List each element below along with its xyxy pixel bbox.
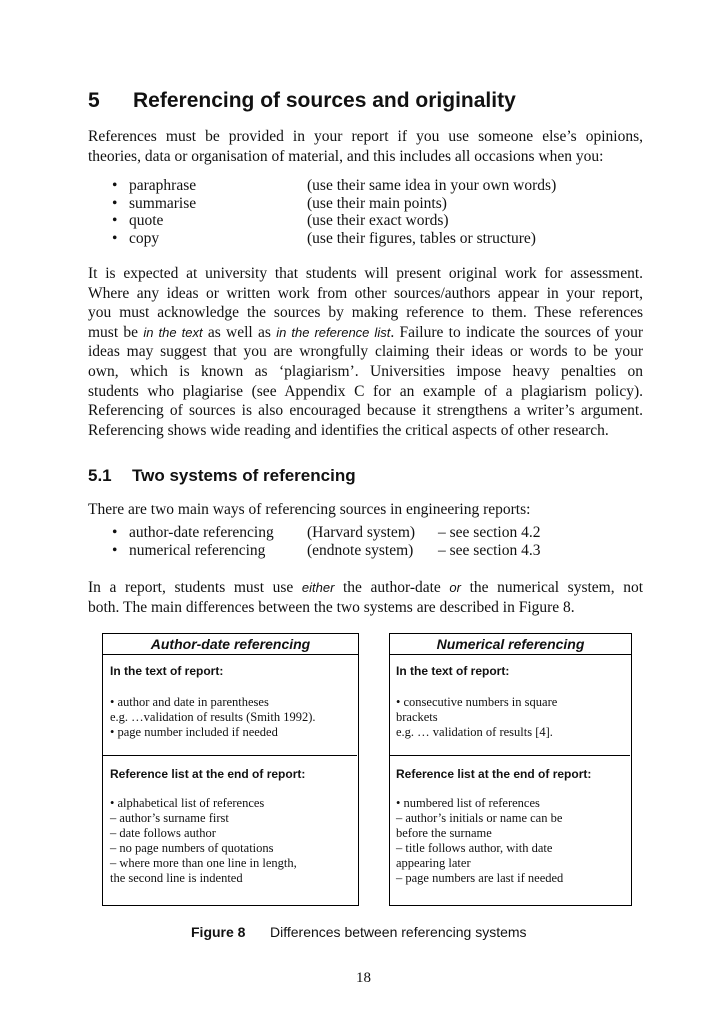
- systems-intro: [88, 500, 643, 520]
- text-run: as well as: [202, 323, 277, 341]
- list-item: [112, 212, 572, 230]
- left-ref-label: Reference list at the end of report:: [110, 767, 306, 781]
- left-ref-item: – author’s surname first: [110, 811, 229, 825]
- system-label: (Harvard system): [307, 524, 416, 541]
- left-ref-item: – where more than one line in length,: [110, 856, 297, 870]
- intro-paragraph: [88, 127, 643, 166]
- text-run: the numerical system, not: [460, 579, 643, 596]
- right-text-item: • consecutive numbers in square: [396, 695, 558, 709]
- page-number: 18: [356, 970, 371, 986]
- system-name: author-date referencing: [129, 524, 274, 541]
- left-ref-item: – date follows author: [110, 826, 216, 840]
- use-term: paraphrase: [129, 177, 197, 194]
- list-item: [112, 524, 572, 542]
- left-header: Author-date referencing: [102, 633, 359, 655]
- subsection-number: 5.1: [88, 466, 112, 485]
- use-desc: (use their exact words): [307, 212, 449, 229]
- system-label: (endnote system): [307, 541, 414, 559]
- left-divider: [103, 755, 357, 756]
- right-text-item: e.g. … validation of results [4].: [396, 725, 553, 739]
- right-divider: [390, 755, 630, 756]
- right-header: Numerical referencing: [389, 633, 632, 655]
- list-item: [112, 230, 572, 248]
- text-run: . Failure to indicate the sources of your: [390, 323, 643, 341]
- text-run: must be: [88, 323, 144, 341]
- system-section: – see section 4.3: [438, 541, 541, 559]
- bullet-icon: •: [112, 541, 118, 559]
- paragraph-line: ideas may suggest that you are wrongfully claiming their ideas or words to be your: [88, 343, 643, 361]
- left-text-item: e.g. …validation of results (Smith 1992).: [110, 710, 316, 724]
- figure-caption-label: Figure 8: [191, 924, 246, 940]
- text-run: In a report, students must use: [88, 579, 302, 596]
- paragraph-line: you must acknowledge the sources by making reference to them. These references: [88, 304, 643, 322]
- paragraph-line: Where any ideas or written work from other sources/authors appear in your report,: [88, 284, 643, 302]
- right-ref-item: appearing later: [396, 856, 471, 870]
- differences-paragraph: [88, 578, 643, 617]
- right-ref-item: – author’s initials or name can be: [396, 811, 563, 825]
- right-ref-item: before the surname: [396, 826, 492, 840]
- bullet-icon: •: [112, 194, 118, 212]
- paragraph-line: both. The main differences between the two systems are described in Figure 8.: [88, 598, 575, 616]
- paragraph-line: Referencing of sources is also encouraged because it strengthens a writer’s argument.: [88, 402, 643, 420]
- paragraph-line: Referencing shows wide reading and identifies the critical aspects of other research.: [88, 421, 609, 439]
- right-ref-label: Reference list at the end of report:: [396, 767, 592, 781]
- systems-list: [112, 524, 572, 559]
- list-item: [112, 542, 572, 560]
- use-term: summarise: [129, 194, 197, 212]
- text-run: the author-date: [334, 579, 450, 596]
- list-item: [112, 177, 572, 195]
- bullet-icon: •: [112, 229, 118, 247]
- left-text-item: • author and date in parentheses: [110, 695, 269, 709]
- left-ref-item: the second line is indented: [110, 871, 243, 885]
- right-ref-item: • numbered list of references: [396, 796, 540, 810]
- paragraph-line: It is expected at university that students will present original work for assessment.: [88, 265, 643, 282]
- intro-line: References must be provided in your report if you use someone else’s opinions,: [88, 128, 643, 145]
- plagiarism-paragraph: [88, 264, 643, 440]
- emphasis: either: [301, 580, 335, 595]
- system-section: – see section 4.2: [438, 524, 541, 541]
- emphasis: or: [449, 580, 461, 595]
- right-text-item: brackets: [396, 710, 438, 724]
- system-name: numerical referencing: [129, 541, 266, 559]
- use-desc: (use their same idea in your own words): [307, 177, 557, 194]
- uses-list: [112, 177, 572, 247]
- figure-caption-text: Differences between referencing systems: [270, 924, 527, 940]
- use-term: copy: [129, 229, 160, 247]
- emphasis: in the reference list: [276, 324, 391, 340]
- paragraph-line: students who plagiarise (see Appendix C for an example of a plagiarism policy).: [88, 382, 643, 400]
- bullet-icon: •: [112, 177, 118, 194]
- section-title: Referencing of sources and originality: [133, 89, 516, 112]
- left-text-label: In the text of report:: [110, 664, 224, 678]
- paragraph-line: own, which is known as ‘plagiarism’. Universities impose heavy penalties on: [88, 362, 643, 380]
- right-ref-item: – page numbers are last if needed: [396, 871, 564, 885]
- left-ref-item: • alphabetical list of references: [110, 796, 265, 810]
- use-desc: (use their figures, tables or structure): [307, 229, 536, 247]
- use-desc: (use their main points): [307, 194, 447, 212]
- right-text-label: In the text of report:: [396, 664, 510, 678]
- bullet-icon: •: [112, 212, 118, 229]
- list-item: [112, 195, 572, 213]
- paragraph-line: [88, 323, 643, 343]
- paragraph-line: [88, 578, 643, 598]
- emphasis: in the text: [143, 324, 203, 340]
- intro-line: theories, data or organisation of material, and this includes all occasions when you:: [88, 147, 604, 165]
- left-ref-item: – no page numbers of quotations: [110, 841, 274, 855]
- left-text-item: • page number included if needed: [110, 725, 278, 739]
- right-ref-item: – title follows author, with date: [396, 841, 553, 855]
- bullet-icon: •: [112, 524, 118, 541]
- use-term: quote: [129, 212, 164, 229]
- section-number: 5: [88, 89, 100, 112]
- subsection-title: Two systems of referencing: [132, 466, 356, 485]
- paragraph-line: There are two main ways of referencing sources in engineering reports:: [88, 501, 531, 518]
